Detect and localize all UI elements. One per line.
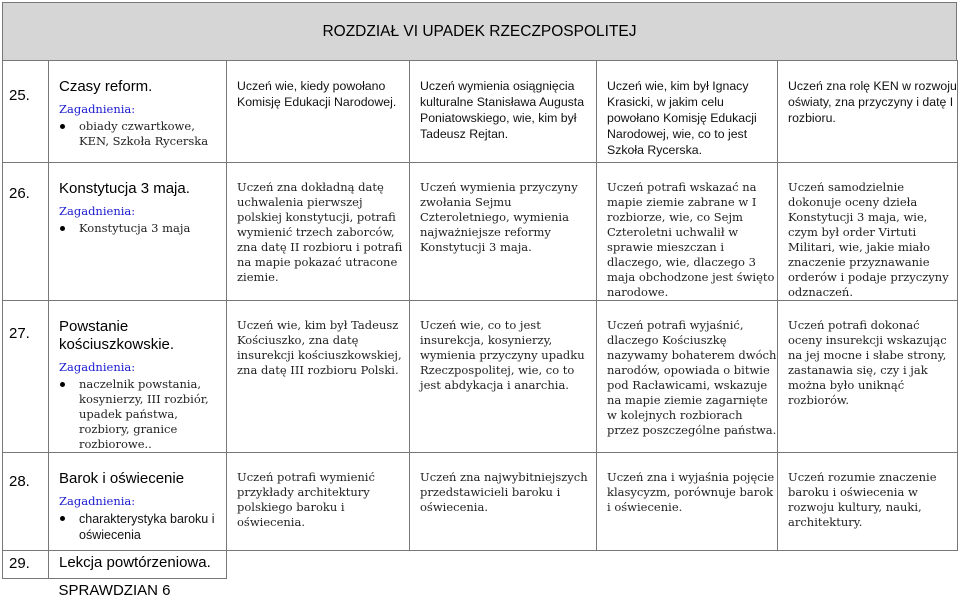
requirement-level-4: Uczeń samodzielnie dokonuje oceny dzieła Konstytucji 3 maja, wie, czym był order Virtuti Militari, wie, jakie miało znaczenie przyznawanie orderów i podaje przyczyny odznaczeń. [778, 163, 957, 300]
requirement-level-2: Uczeń zna najwybitniejszych przedstawicieli baroku i oświecenia. [410, 453, 596, 515]
topics-label: Zagadnienia: [59, 204, 226, 219]
lesson-title: Powstanie kościuszkowskie. [59, 318, 226, 354]
requirement-level-4: Uczeń rozumie znaczenie baroku i oświecenia w rozwoju kultury, nauki, architektury. [778, 453, 957, 530]
bullet-icon [60, 124, 65, 129]
lesson-title: Barok i oświecenie [59, 470, 226, 488]
requirement-level-4: Uczeń zna rolę KEN w rozwoju oświaty, zna przyczyny i datę I rozbioru. [778, 61, 957, 126]
lesson-title: Konstytucja 3 maja. [59, 180, 226, 198]
lesson-number: 28. [3, 453, 48, 490]
requirement-level-1: Uczeń zna dokładną datę uchwalenia pierwszej polskiej konstytucji, potrafi wymienić trzech zaborców, zna datę II rozbioru i potrafi na mapie pokazać utracone ziemie. [227, 163, 409, 285]
topic-item: charakterystyka baroku i oświecenia [59, 511, 226, 543]
lesson-title: Czasy reform. [59, 78, 226, 96]
requirement-level-2: Uczeń wie, co to jest insurekcja, kosynierzy, wymienia przyczyny upadku Rzeczpospolitej, wie, co to jest abdykacja i anarchia. [410, 301, 596, 393]
bullet-icon [60, 382, 65, 387]
chapter-header [2, 2, 957, 61]
curriculum-table [2, 60, 958, 606]
table-row [3, 551, 958, 579]
topic-item: Konstytucja 3 maja [59, 221, 226, 236]
requirement-level-2: Uczeń wymienia osiągnięcia kulturalne Stanisława Augusta Poniatowskiego, wie, kim był Tadeusz Rejtan. [410, 61, 596, 142]
topic-item: naczelnik powstania, kosynierzy, III rozbiór, upadek państwa, rozbiory, granice rozbiorowe.. [59, 377, 226, 452]
topic-item: obiady czwartkowe, KEN, Szkoła Rycerska [59, 119, 226, 149]
lesson-number: 29. [3, 551, 48, 572]
lesson-number: 25. [3, 61, 48, 104]
requirement-level-1: Uczeń potrafi wymienić przykłady architektury polskiego baroku i oświecenia. [227, 453, 409, 530]
requirement-level-2: Uczeń wymienia przyczyny zwołania Sejmu Czteroletniego, wymienia najważniejsze reformy Konstytucji 3 maja. [410, 163, 596, 255]
requirement-level-3: Uczeń wie, kim był Ignacy Krasicki, w jakim celu powołano Komisję Edukacji Narodowej, wie, co to jest Szkoła Rycerska. [597, 61, 777, 158]
table-row [3, 453, 958, 551]
lesson-title: Lekcja powtórzeniowa. [59, 554, 226, 572]
table-row [3, 579, 958, 606]
test-label: SPRAWDZIAN 6 [59, 582, 227, 600]
lesson-number: 27. [3, 301, 48, 342]
requirement-level-3: Uczeń zna i wyjaśnia pojęcie klasycyzm, porównuje barok i oświecenie. [597, 453, 777, 515]
table-row [3, 163, 958, 301]
requirement-level-1: Uczeń wie, kim był Tadeusz Kościuszko, zna datę insurekcji kościuszkowskiej, zna datę III rozbioru Polski. [227, 301, 409, 378]
requirement-level-4: Uczeń potrafi dokonać oceny insurekcji wskazując na jej mocne i słabe strony, zastanawia się, czy i jak można było uniknąć rozbiorów. [778, 301, 957, 408]
table-row [3, 301, 958, 453]
table-row [3, 61, 958, 163]
bullet-icon [60, 516, 65, 521]
bullet-icon [60, 226, 65, 231]
requirement-level-3: Uczeń potrafi wyjaśnić, dlaczego Kościuszkę nazywamy bohaterem dwóch narodów, opowiada o bitwie pod Racławicami, wskazuje na mapie ziemie zagarnięte w kolejnych rozbiorach przez poszczególne państwa. [597, 301, 777, 438]
topics-label: Zagadnienia: [59, 360, 226, 375]
lesson-number: 26. [3, 163, 48, 202]
requirement-level-1: Uczeń wie, kiedy powołano Komisję Edukacji Narodowej. [227, 61, 409, 110]
topics-label: Zagadnienia: [59, 102, 226, 117]
requirement-level-3: Uczeń potrafi wskazać na mapie ziemie zabrane w I rozbiorze, wie, co Sejm Czteroletni uchwalił w sprawie mieszczan i dlaczego, wie, dlaczego 3 maja obchodzone jest święto narodowe. [597, 163, 777, 300]
topics-label: Zagadnienia: [59, 494, 226, 509]
chapter-title: ROZDZIAŁ VI UPADEK RZECZPOSPOLITEJ [322, 23, 636, 41]
